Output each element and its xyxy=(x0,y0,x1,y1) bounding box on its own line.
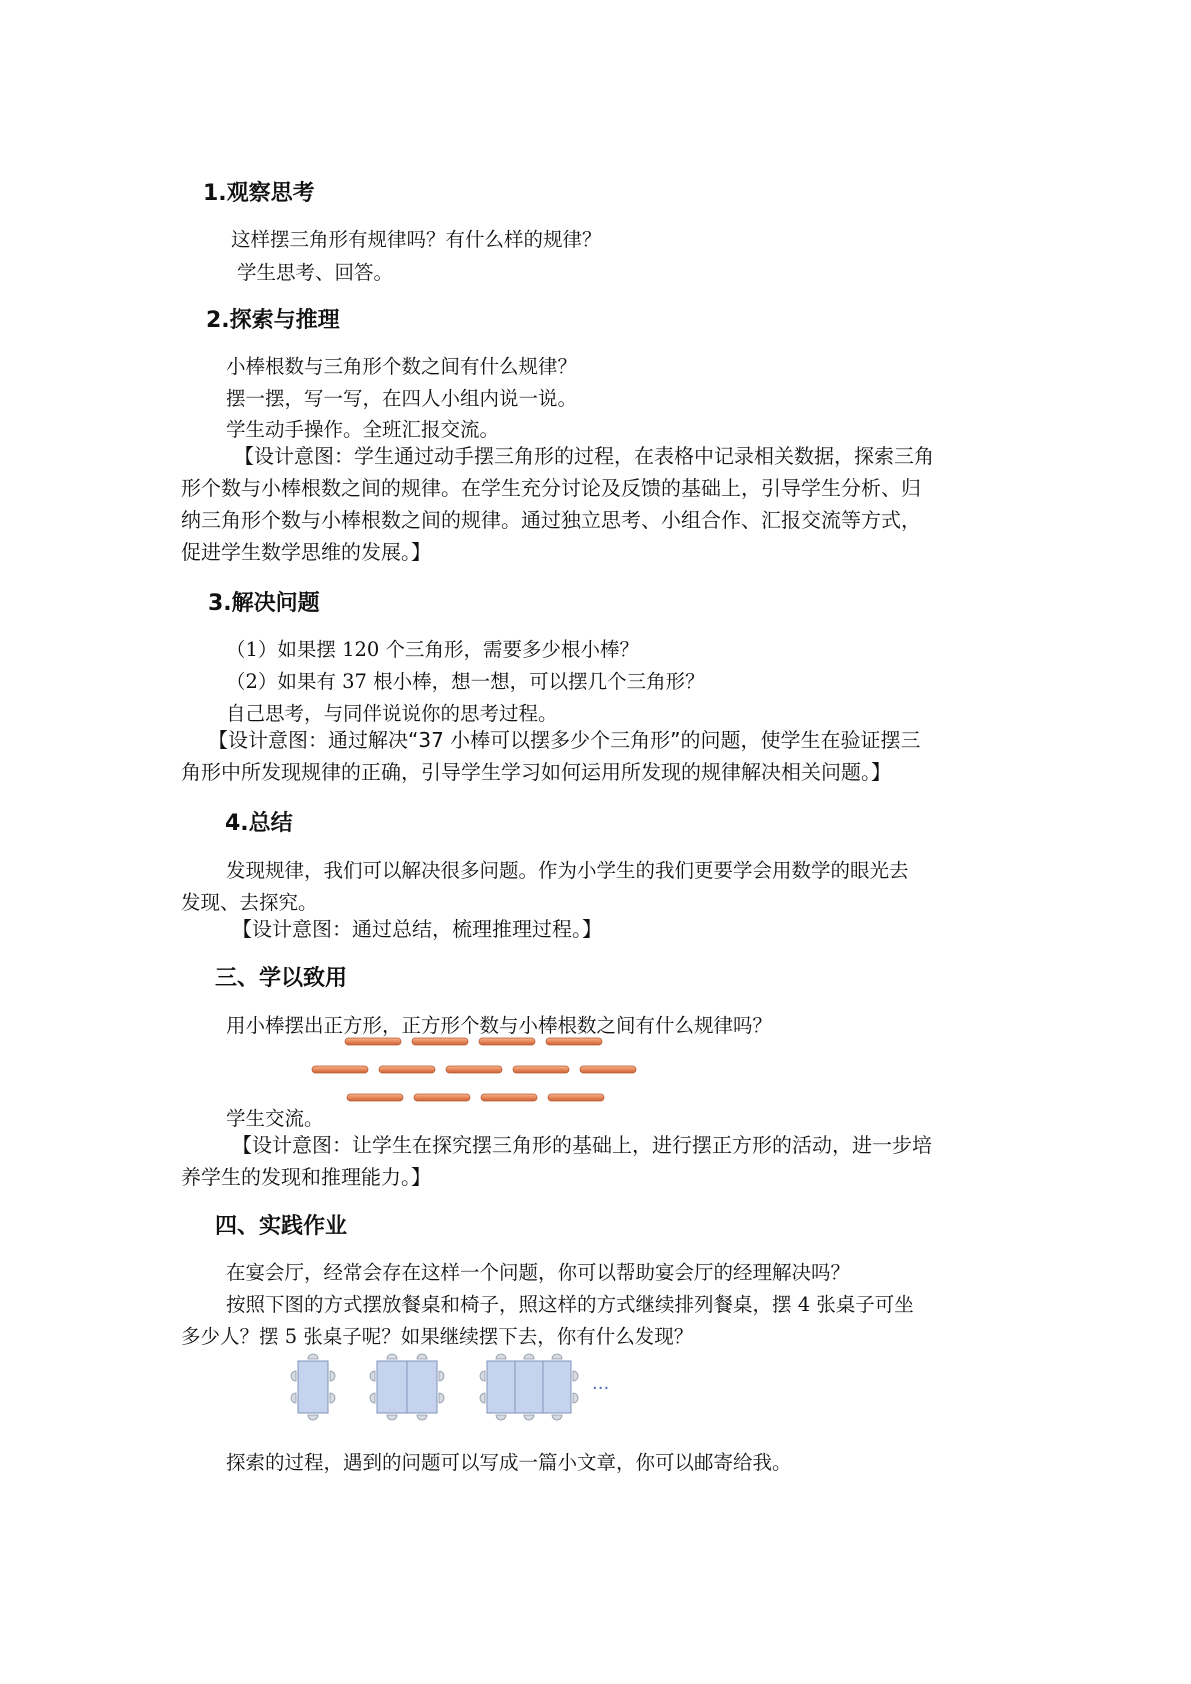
chair xyxy=(291,1393,296,1403)
chair xyxy=(552,1415,562,1420)
tables-chairs-figure xyxy=(280,1350,630,1425)
heading-observe-think: 1.观察思考 xyxy=(203,181,315,206)
table xyxy=(377,1361,407,1413)
design-intent-line: 角形中所发现规律的正确，引导学生学习如何运用所发现的规律解决相关问题。】 xyxy=(181,760,891,784)
stick xyxy=(546,1038,602,1045)
design-intent-line: 【设计意图：让学生在探究摆三角形的基础上，进行摆正方形的活动，进一步培 xyxy=(232,1133,932,1157)
design-intent-line: 养学生的发现和推理能力。】 xyxy=(181,1165,431,1189)
table xyxy=(515,1361,543,1413)
table-group-2 xyxy=(370,1354,444,1420)
paragraph: 学生思考、回答。 xyxy=(237,261,394,284)
sticks-figure xyxy=(300,1030,660,1130)
stick xyxy=(312,1066,368,1073)
chair xyxy=(308,1354,318,1359)
paragraph: （2）如果有 37 根小棒，想一想，可以摆几个三角形？ xyxy=(226,670,705,693)
chair xyxy=(330,1371,335,1381)
paragraph: 发现规律，我们可以解决很多问题。作为小学生的我们更要学会用数学的眼光去 xyxy=(226,859,909,882)
stick xyxy=(481,1094,537,1101)
table-group-1 xyxy=(291,1354,335,1420)
stick xyxy=(548,1094,604,1101)
table xyxy=(298,1361,328,1413)
chair xyxy=(387,1415,397,1420)
paragraph: 用小棒摆出正方形，正方形个数与小棒根数之间有什么规律吗？ xyxy=(226,1014,773,1037)
table-group-3 xyxy=(480,1354,578,1420)
chair xyxy=(291,1371,296,1381)
chair xyxy=(370,1393,375,1403)
chair xyxy=(480,1393,485,1403)
design-intent-line: 【设计意图：通过总结，梳理推理过程。】 xyxy=(232,917,602,941)
stick xyxy=(580,1066,636,1073)
chair xyxy=(552,1354,562,1359)
paragraph: 探索的过程，遇到的问题可以写成一篇小文章，你可以邮寄给我。 xyxy=(226,1451,792,1474)
heading-practice-homework: 四、实践作业 xyxy=(215,1214,348,1239)
ellipsis: ··· xyxy=(592,1378,610,1399)
chair xyxy=(330,1393,335,1403)
design-intent-line: 促进学生数学思维的发展。】 xyxy=(181,540,431,564)
chair xyxy=(387,1354,397,1359)
heading-explore-reason: 2.探索与推理 xyxy=(206,308,340,333)
heading-solve-problem: 3.解决问题 xyxy=(208,591,320,616)
chair xyxy=(439,1393,444,1403)
paragraph: 按照下图的方式摆放餐桌和椅子，照这样的方式继续排列餐桌，摆 4 张桌子可坐 xyxy=(226,1293,914,1316)
stick xyxy=(513,1066,569,1073)
design-intent-line: 形个数与小棒根数之间的规律。在学生充分讨论及反馈的基础上，引导学生分析、归 xyxy=(181,476,921,500)
chair xyxy=(573,1393,578,1403)
paragraph: 学生动手操作。全班汇报交流。 xyxy=(226,418,500,441)
paragraph: 自己思考，与同伴说说你的思考过程。 xyxy=(226,702,558,725)
paragraph: 学生交流。 xyxy=(226,1107,324,1130)
chair xyxy=(480,1371,485,1381)
stick xyxy=(446,1066,502,1073)
paragraph: 在宴会厅，经常会存在这样一个问题，你可以帮助宴会厅的经理解决吗？ xyxy=(226,1261,851,1284)
paragraph: 发现、去探究。 xyxy=(181,891,318,914)
chair xyxy=(524,1415,534,1420)
chair xyxy=(308,1415,318,1420)
stick xyxy=(345,1038,401,1045)
chair xyxy=(524,1354,534,1359)
table xyxy=(543,1361,571,1413)
design-intent-line: 【设计意图：通过解决“37 小棒可以摆多少个三角形”的问题，使学生在验证摆三 xyxy=(208,728,921,752)
design-intent-line: 【设计意图：学生通过动手摆三角形的过程，在表格中记录相关数据，探索三角 xyxy=(234,444,934,468)
heading-apply-learning: 三、学以致用 xyxy=(215,966,348,991)
paragraph: （1）如果摆 120 个三角形，需要多少根小棒？ xyxy=(226,638,640,661)
stick xyxy=(414,1094,470,1101)
stick xyxy=(379,1066,435,1073)
heading-summary: 4.总结 xyxy=(225,811,293,836)
stick xyxy=(347,1094,403,1101)
chair xyxy=(439,1371,444,1381)
chair xyxy=(417,1354,427,1359)
paragraph: 摆一摆，写一写，在四人小组内说一说。 xyxy=(226,387,578,410)
design-intent-line: 纳三角形个数与小棒根数之间的规律。通过独立思考、小组合作、汇报交流等方式， xyxy=(181,508,921,532)
chair xyxy=(573,1371,578,1381)
chair xyxy=(417,1415,427,1420)
paragraph: 小棒根数与三角形个数之间有什么规律？ xyxy=(226,355,578,378)
chair xyxy=(496,1354,506,1359)
paragraph: 这样摆三角形有规律吗？有什么样的规律？ xyxy=(231,228,602,251)
chair xyxy=(496,1415,506,1420)
stick xyxy=(412,1038,468,1045)
paragraph: 多少人？摆 5 张桌子呢？如果继续摆下去，你有什么发现？ xyxy=(181,1325,694,1348)
table xyxy=(407,1361,437,1413)
chair xyxy=(370,1371,375,1381)
table xyxy=(487,1361,515,1413)
stick xyxy=(479,1038,535,1045)
